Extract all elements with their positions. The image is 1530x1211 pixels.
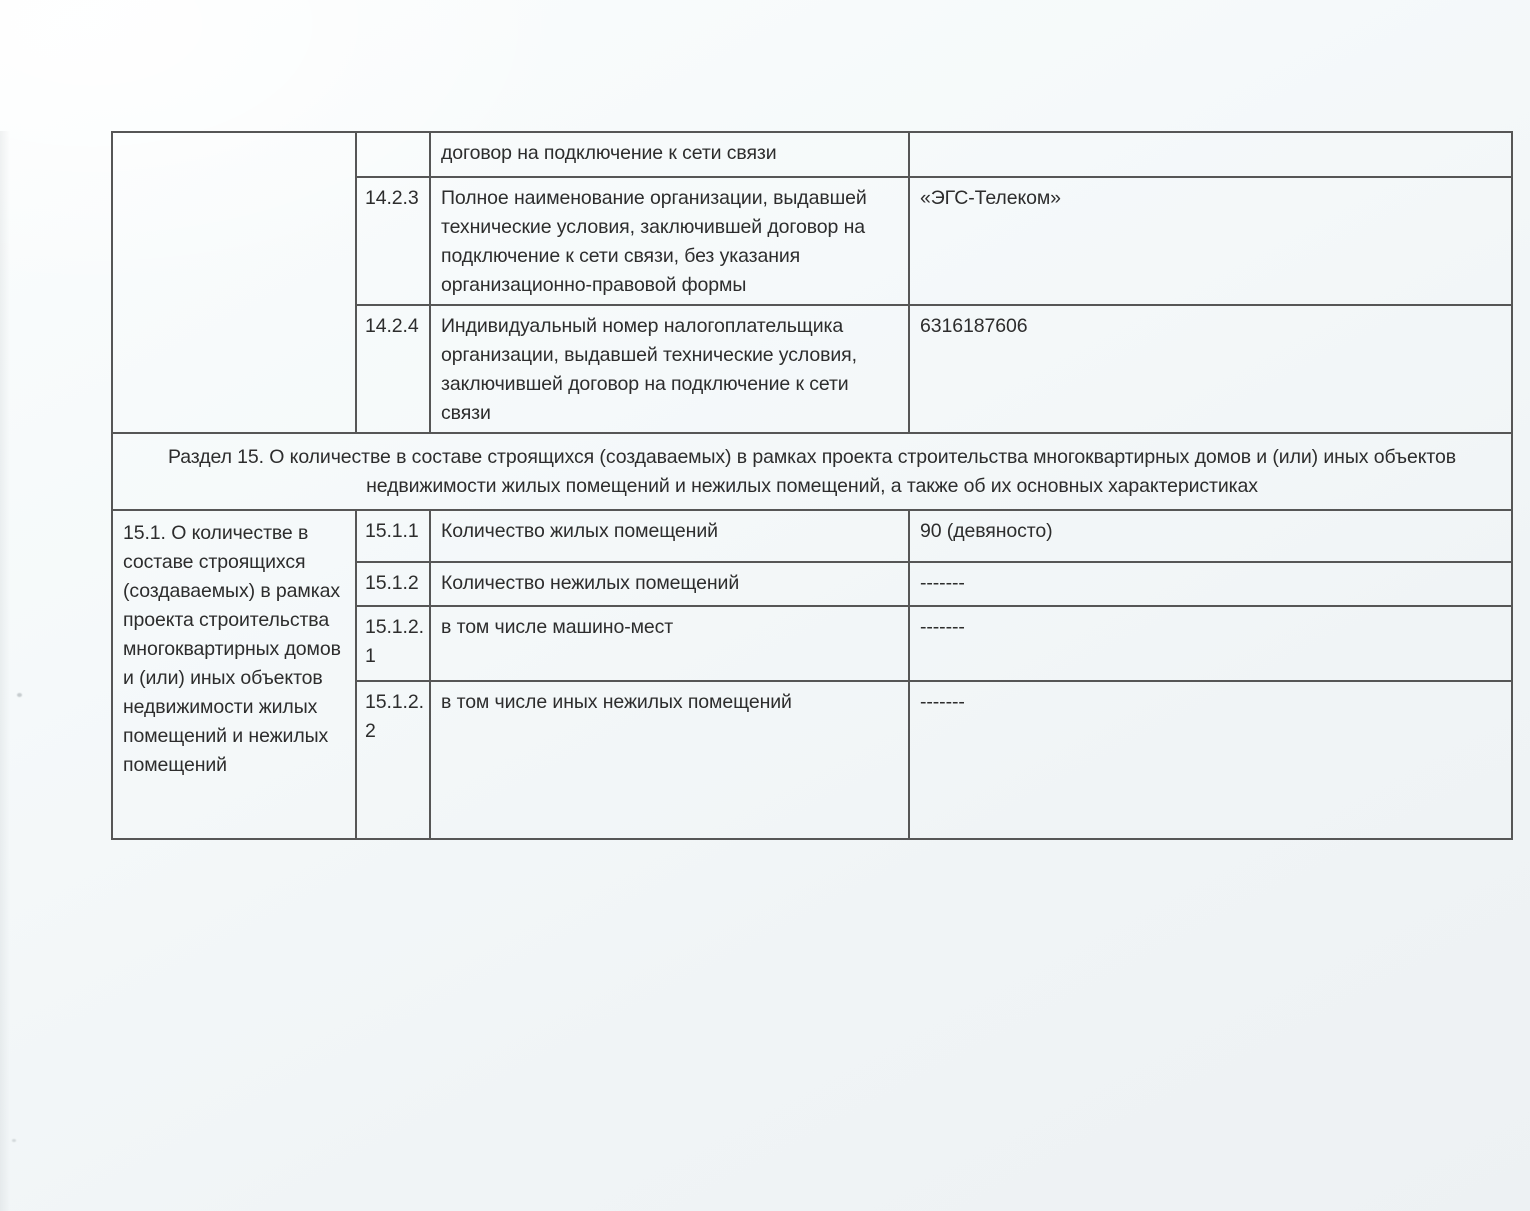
row-label: Количество нежилых помещений [441, 572, 740, 594]
scan-speck [12, 1139, 16, 1142]
row-label: Индивидуальный номер налогоплательщика организации, выдавшей технические условия, заключившей договор на подключение к сети связи [441, 315, 857, 424]
row-number: 14.2.4 [365, 315, 419, 337]
row-value-cell [909, 562, 1512, 606]
row-number-cell [356, 510, 430, 562]
row-value: ------- [920, 572, 965, 594]
scan-speck [17, 693, 22, 697]
row-label-cell [430, 606, 909, 681]
scanned-document-page [0, 131, 1530, 1211]
scan-edge-shadow [0, 131, 10, 1211]
row-label-cell [430, 510, 909, 562]
row-value-cell [909, 606, 1512, 681]
row-number: 15.1.1 [365, 520, 419, 542]
declaration-table [111, 131, 1513, 840]
row-label-cell [430, 132, 909, 177]
row-label: договор на подключение к сети связи [441, 142, 777, 164]
row-value-cell [909, 681, 1512, 839]
row-number-cell [356, 681, 430, 839]
row-value-cell [909, 132, 1512, 177]
row-label: Полное наименование организации, выдавшей технические условия, заключившей договор на подключение к сети связи, без указания организационно-правовой формы [441, 187, 867, 296]
section15-header-row [112, 433, 1512, 510]
row-number-wrap: 1 [365, 645, 376, 667]
table-row-14-cont [112, 132, 1512, 177]
row-value: «ЭГС-Телеком» [920, 187, 1061, 209]
row-value-cell [909, 305, 1512, 433]
row-label-cell [430, 681, 909, 839]
row-number: 15.1.2. [365, 616, 424, 638]
row-value: 90 (девяносто) [920, 520, 1053, 542]
row-number-cell [356, 177, 430, 305]
section14-left-cell-empty [112, 132, 356, 433]
row-number-cell [356, 305, 430, 433]
row-number: 15.1.2 [365, 572, 419, 594]
row-value: ------- [920, 691, 965, 713]
row-number: 14.2.3 [365, 187, 419, 209]
row-number: 15.1.2. [365, 691, 424, 713]
row-label: в том числе иных нежилых помещений [441, 691, 792, 713]
row-number-cell [356, 562, 430, 606]
row-label: в том числе машино-мест [441, 616, 674, 638]
section15-left-heading: 15.1. О количестве в составе строящихся (создаваемых) в рамках проекта строительства многоквартирных домов и (или) иных объектов недвижимости жилых помещений и нежилых помещений [112, 510, 356, 839]
row-label-cell [430, 562, 909, 606]
row-label: Количество жилых помещений [441, 520, 718, 542]
row-value-cell [909, 177, 1512, 305]
row-number-wrap: 2 [365, 720, 376, 742]
row-value-cell [909, 510, 1512, 562]
section15-header: Раздел 15. О количестве в составе строящихся (создаваемых) в рамках проекта строительства многоквартирных домов и (или) иных объектов недвижимости жилых помещений и нежилых помещений, а также об их основных характеристиках [112, 433, 1512, 510]
row-number-cell [356, 132, 430, 177]
row-label-cell [430, 177, 909, 305]
table-row-15-1-1 [112, 510, 1512, 562]
row-number-cell [356, 606, 430, 681]
row-label-cell [430, 305, 909, 433]
row-value: 6316187606 [920, 315, 1028, 337]
row-value: ------- [920, 616, 965, 638]
